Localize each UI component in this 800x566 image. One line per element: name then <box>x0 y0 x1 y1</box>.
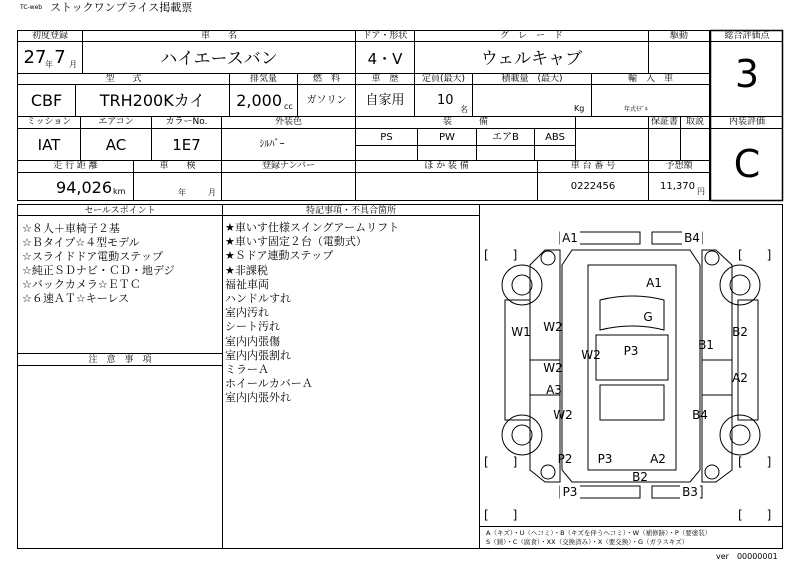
equipment-item: ABS <box>545 132 565 143</box>
inspection-month-unit: 月 <box>208 188 216 197</box>
car-name-value: ハイエースバン <box>160 49 278 69</box>
equipment-label: 装 備 <box>442 117 488 127</box>
transmission-label: ミッション <box>26 117 72 127</box>
door-shape-value: 4・V <box>367 50 403 68</box>
manual-label: 取説 <box>685 117 704 127</box>
notes-heading: 注 意 事 項 <box>88 355 152 365</box>
damage-label: W1 <box>511 325 531 339</box>
page-title: ストックワンプライス掲載票 <box>50 1 193 14</box>
list-item: ☆バックカメラ☆ＥＴＣ <box>22 278 141 291</box>
damage-label: A1 <box>560 231 580 245</box>
displacement-unit: cc <box>284 102 293 111</box>
version-text: ver 00000001 <box>716 552 778 561</box>
grade-value: ウェルキャブ <box>480 49 583 69</box>
special-notes-heading: 特記事項・不具合箇所 <box>305 206 396 216</box>
legend-line: S（錆）・C（腐食）・XX（交換済み）・X（要交換）・G（ガラスキズ） <box>486 538 689 546</box>
list-item: 室内内張傷 <box>225 334 280 348</box>
list-item: ☆スライドドア電動ステップ <box>22 250 163 263</box>
load-unit: Kg <box>574 104 585 113</box>
special-notes-list <box>225 221 477 406</box>
list-item: ★車いす固定２台（電動式） <box>225 235 367 249</box>
damage-label: W2 <box>581 348 601 362</box>
drive-label: 駆動 <box>669 31 688 41</box>
interior-rating-label: 内装評価 <box>728 117 765 127</box>
bracket-marker: [ ] <box>738 248 772 262</box>
first-reg-label: 初度登録 <box>31 31 68 41</box>
load-capacity-label: 積載量 (最大) <box>501 74 563 84</box>
exterior-color-value: ｼﾙﾊﾞｰ <box>259 139 285 150</box>
bracket-marker: [ ] <box>484 455 518 469</box>
mileage-label: 走 行 距 離 <box>53 161 98 171</box>
capacity-label: 定員(最大) <box>421 74 466 84</box>
color-label: カラーNo. <box>165 117 208 127</box>
car-diagram <box>502 232 760 498</box>
import-label: 輸 入 車 <box>627 74 673 84</box>
damage-label: P3 <box>597 452 613 466</box>
fuel-label: 燃 料 <box>312 74 340 84</box>
sales-points-list <box>22 222 220 306</box>
damage-label: B4 <box>692 408 708 422</box>
sales-points-heading: セールスポイント <box>84 206 156 216</box>
list-item: ☆純正ＳＤナビ・ＣＤ・地デジ <box>22 264 175 277</box>
displacement-label: 排気量 <box>249 74 277 84</box>
bracket-marker: [ ] <box>738 455 772 469</box>
fuel-value: ガソリン <box>306 95 347 106</box>
other-equipment-label: ほ か 装 備 <box>424 161 469 171</box>
model-prefix: CBF <box>30 91 63 110</box>
equipment-item: PS <box>380 132 393 143</box>
door-shape-label: ドア・形状 <box>362 31 408 41</box>
capacity-value: 10 <box>437 93 454 108</box>
damage-label: W2 <box>543 320 563 334</box>
reg-year: 27 <box>23 47 47 68</box>
bracket-marker: [ ] <box>484 508 518 522</box>
bracket-marker: [ ] <box>738 508 772 522</box>
equipment-item: PW <box>439 132 455 143</box>
list-item: ハンドルすれ <box>225 292 291 306</box>
damage-label: P2 <box>557 452 573 466</box>
price-label: 予想額 <box>665 161 693 171</box>
damage-label: A3 <box>546 383 562 397</box>
damage-label: B4 <box>682 231 702 245</box>
list-item: 福祉車両 <box>225 277 269 291</box>
damage-label: A2 <box>732 371 748 385</box>
aircon-label: エアコン <box>98 117 134 127</box>
warranty-label: 保証書 <box>650 117 678 127</box>
displacement-value: 2,000 <box>236 91 282 110</box>
reg-month-unit: 月 <box>69 60 77 69</box>
overall-rating: 3 <box>734 52 760 96</box>
list-item: シート汚れ <box>225 320 280 334</box>
import-note: 年式ﾓﾃﾞﾙ <box>624 106 649 113</box>
reg-month: 7 <box>54 47 66 68</box>
damage-label: A1 <box>646 276 662 290</box>
list-item: 室内汚れ <box>225 306 269 320</box>
damage-label: W2 <box>553 408 573 422</box>
list-item: 室内内張外れ <box>225 391 291 405</box>
damage-label: G <box>643 310 653 324</box>
model-value: TRH200Kカイ <box>99 91 206 110</box>
chassis-label: 車 台 番 号 <box>570 161 616 171</box>
mileage-unit: km <box>113 187 126 196</box>
damage-label: B1 <box>698 338 714 352</box>
list-item: ミラーＡ <box>225 363 269 377</box>
equipment-item: エアB <box>492 132 519 143</box>
inspection-label: 車 検 <box>159 161 196 171</box>
car-history-value: 自家用 <box>365 93 405 108</box>
inspection-year-unit: 年 <box>178 188 186 197</box>
overall-label: 総合評価点 <box>724 31 770 41</box>
damage-label: W2 <box>543 361 563 375</box>
interior-rating: C <box>733 142 761 186</box>
reg-year-unit: 年 <box>45 60 53 69</box>
damage-label: P3 <box>560 485 580 499</box>
list-item: ★車いす仕様スイングアームリフト <box>225 221 400 234</box>
price-value: 11,370 <box>660 181 695 192</box>
plate-label: 登録ナンバー <box>262 161 315 171</box>
price-unit: 円 <box>697 187 705 196</box>
color-value: 1E7 <box>172 136 201 154</box>
car-name-label: 車 名 <box>200 31 237 41</box>
damage-label: B2 <box>632 470 648 484</box>
aircon-value: AC <box>105 136 127 154</box>
list-item: ☆８人＋車椅子２基 <box>22 222 120 235</box>
logo: TC-web <box>20 4 43 11</box>
legend-line: A（キズ）・U（ヘコミ）・B（キズを伴うヘコミ）・W（補修跡）・P（要塗装） <box>486 529 712 537</box>
list-item: ☆Ｂタイプ☆４型モデル <box>22 236 140 249</box>
model-label: 型 式 <box>105 74 142 84</box>
list-item: ★Ｓドア連動ステップ <box>225 249 334 263</box>
list-item: ★非課税 <box>225 263 268 277</box>
chassis-value: 0222456 <box>570 181 616 192</box>
list-item: 室内内張割れ <box>225 348 291 362</box>
damage-label: B3 <box>680 485 700 499</box>
exterior-color-label: 外装色 <box>274 117 302 127</box>
list-item: ホイールカバーＡ <box>225 377 313 391</box>
damage-label: B2 <box>732 325 748 339</box>
car-history-label: 車 歴 <box>371 74 399 84</box>
damage-label: P3 <box>623 344 639 358</box>
transmission-value: IAT <box>37 136 61 154</box>
capacity-unit: 名 <box>460 105 468 114</box>
damage-label: A2 <box>650 452 666 466</box>
mileage-value: 94,026 <box>56 178 112 197</box>
grade-label: グ レ ー ド <box>499 31 563 41</box>
bracket-marker: [ ] <box>484 248 518 262</box>
list-item: ☆６速ＡＴ☆キーレス <box>22 292 130 305</box>
